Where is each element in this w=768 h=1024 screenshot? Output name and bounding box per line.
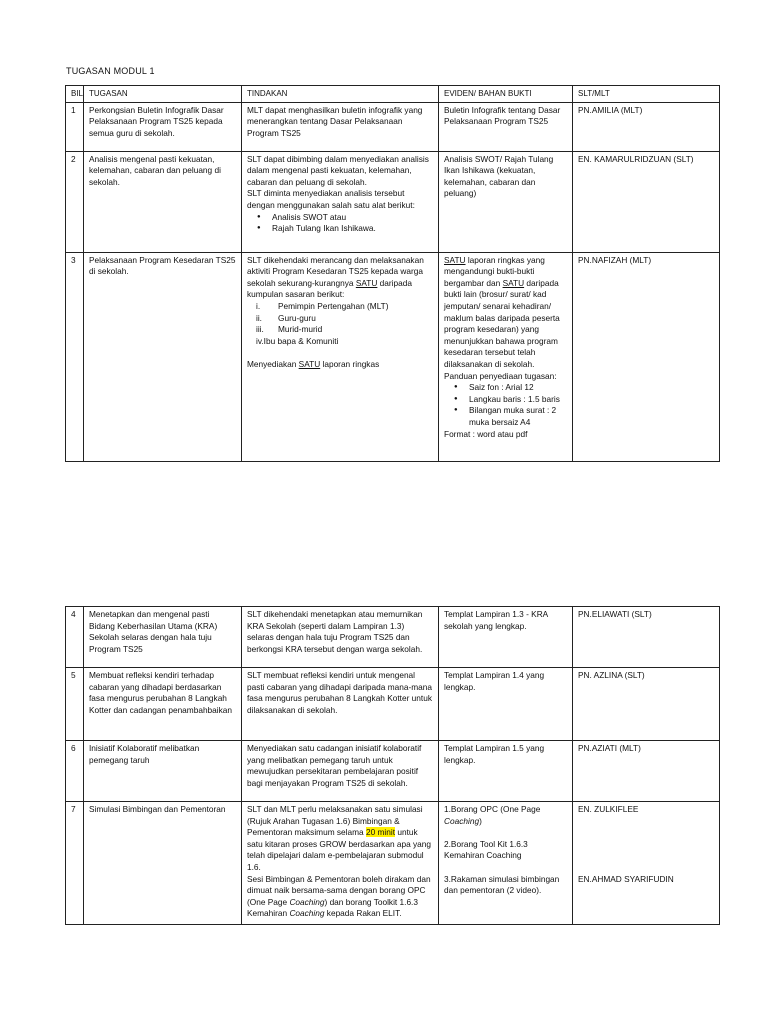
highlight-duration: 20 minit [365,827,396,838]
cell-eviden: Templat Lampiran 1.4 yang lengkap. [439,668,573,741]
tindakan-paragraph: SLT diminta menyediakan analisis tersebut dengan menggunakan salah satu alat berikut: [247,188,415,210]
cell-tugasan: Analisis mengenal pasti kekuatan, kelemahan, cabaran dan peluang di sekolah. [84,151,242,252]
text-span: SLT dan MLT perlu melaksanakan satu simulasi (Rujuk Arahan Tugasan 1.6) Bimbingan & Pementoran maksimum selama [247,804,423,838]
emphasis-satu: SATU [502,277,525,288]
list-item: ● Bilangan muka surat : 2 muka bersaiz A4 [444,405,567,428]
panduan-heading: Panduan penyediaan tugasan: [444,370,557,381]
text-span: daripada bukti lain (brosur/ surat/ kad jemputan/ senarai kehadiran/ maklum balas daripada peserta program kesedaran) yang menunjukkan bahawa program kesedaran tersebut telah dilaksanakan di sekolah. [444,277,560,369]
format-text: Format : word atau pdf [444,428,528,439]
tool-list [247,212,433,235]
table-row [66,668,720,741]
text-span: ) dan borang Toolkit 1.6.3 Kemahiran [247,896,418,919]
list-text: Guru-guru [278,312,316,323]
cell-pic: PN.ELIAWATI (SLT) [573,607,720,668]
text-span: laporan ringkas yang mengandungi bukti-bukti bergambar dan [444,254,545,288]
cell-tugasan: Inisiatif Kolaboratif melibatkan pemegang taruh [84,741,242,802]
tindakan-paragraph [247,874,433,920]
header-slt-mlt: SLT/MLT [573,86,720,103]
cell-tugasan: Menetapkan dan mengenal pasti Bidang Keberhasilan Utama (KRA) Sekolah selaras dengan hala tuju Program TS25 [84,607,242,668]
cell-tugasan: Simulasi Bimbingan dan Pementoran [84,802,242,925]
table-row [66,102,720,151]
target-group-list [247,301,433,336]
list-number: i. [256,300,261,311]
eviden-item [444,804,567,827]
cell-eviden: Buletin Infografik tentang Dasar Pelaksanaan Program TS25 [439,102,573,151]
panduan-list [444,382,567,428]
list-item [247,313,433,325]
cell-tindakan: Menyediakan satu cadangan inisiatif kolaboratif yang melibatkan pemegang taruh untuk mewujudkan persekitaran pembelajaran positif bagi menjayakan Program TS25 di sekolah. [242,741,439,802]
text-span: ) [479,815,482,826]
list-item: iv.Ibu bapa & Komuniti [256,335,339,346]
emphasis-satu: SATU [444,254,466,265]
cell-tugasan: Perkongsian Buletin Infografik Dasar Pelaksanaan Program TS25 kepada semua guru di sekolah. [84,102,242,151]
cell-bil: 6 [66,741,84,802]
list-item [247,324,433,336]
table-row [66,607,720,668]
cell-pic: PN.AMILIA (MLT) [573,102,720,151]
list-number: ii. [256,312,262,323]
tindakan-paragraph [247,804,433,874]
tindakan-paragraph [247,255,433,301]
document-title: TUGASAN MODUL 1 [66,66,155,76]
table-row [66,741,720,802]
cell-eviden [439,802,573,925]
list-item: ● Saiz fon : Arial 12 [444,382,567,394]
list-item [247,301,433,313]
header-row [66,86,720,103]
cell-pic: EN. KAMARULRIDZUAN (SLT) [573,151,720,252]
eviden-item: 3.Rakaman simulasi bimbingan dan pementoran (2 video). [444,873,560,896]
eviden-item: 2.Borang Tool Kit 1.6.3 Kemahiran Coaching [444,838,528,861]
emphasis-satu: SATU [355,277,378,288]
text-span: SLT dikehendaki merancang dan melaksanakan aktiviti Program Kesedaran TS25 kepada warga sekolah sekurang-kurangnya [247,254,424,288]
cell-bil: 3 [66,252,84,461]
list-text: Murid-murid [278,324,323,335]
cell-tindakan [242,802,439,925]
list-item: ● Analisis SWOT atau [247,212,433,224]
pic-name: EN.AHMAD SYARIFUDIN [578,873,674,884]
text-span: kepada Rakan ELIT. [324,908,402,919]
header-bil: BIL [66,86,84,103]
cell-tindakan: MLT dapat menghasilkan buletin infografik yang menerangkan tentang Dasar Pelaksanaan Program TS25 [242,102,439,151]
tindakan-paragraph: SLT dapat dibimbing dalam menyediakan analisis dalam mengenal pasti kekuatan, kelemahan, cabaran dan peluang di sekolah. [247,153,429,187]
cell-tindakan [242,151,439,252]
list-item: ● Rajah Tulang Ikan Ishikawa. [247,223,433,235]
cell-eviden: Templat Lampiran 1.3 - KRA sekolah yang lengkap. [439,607,573,668]
coaching-italic: Coaching [289,896,325,907]
cell-tindakan: SLT dikehendaki menetapkan atau memurnikan KRA Sekolah (seperti dalam Lampiran 1.3) selaras dengan hala tuju Program TS25 dan berkongsi KRA tersebut dengan warga sekolah. [242,607,439,668]
cell-tugasan: Pelaksanaan Program Kesedaran TS25 di sekolah. [84,252,242,461]
coaching-italic: Coaching [289,908,325,919]
table-row [66,802,720,925]
pic-name: EN. ZULKIFLEE [578,804,639,814]
text-span: daripada kumpulan sasaran berikut: [247,277,412,300]
emphasis-satu: SATU [298,358,321,369]
cell-tindakan [242,252,439,461]
cell-eviden [439,252,573,461]
coaching-italic: Coaching [444,815,480,826]
list-number: iii. [256,324,264,335]
eviden-paragraph [444,255,567,371]
cell-pic: PN.NAFIZAH (MLT) [573,252,720,461]
text-span: untuk satu kitaran proses GROW berdasarkan apa yang telah dipelajari dalam e-pembelajaran submodul 1.6. [247,827,432,872]
text-span: 1.Borang OPC (One Page [444,804,541,814]
cell-bil: 5 [66,668,84,741]
text-span: laporan ringkas [320,358,380,369]
text-span: Sesi Bimbingan & Pementoran boleh dirakam dan dimuat naik bersama-sama dengan borang OPC (One Page [247,873,431,907]
tindakan-paragraph [247,359,433,371]
header-tugasan: TUGASAN [84,86,242,103]
list-text: Pemimpin Pertengahan (MLT) [278,300,389,311]
task-table-part-2 [65,606,720,925]
list-item: ● Langkau baris : 1.5 baris [444,394,567,406]
cell-pic [573,802,720,925]
header-tindakan: TINDAKAN [242,86,439,103]
header-eviden: EVIDEN/ BAHAN BUKTI [439,86,573,103]
table-row [66,252,720,461]
cell-eviden: Analisis SWOT/ Rajah Tulang Ikan Ishikawa (kekuatan, kelemahan, cabaran dan peluang) [439,151,573,252]
cell-pic: PN. AZLINA (SLT) [573,668,720,741]
cell-eviden: Templat Lampiran 1.5 yang lengkap. [439,741,573,802]
cell-tugasan: Membuat refleksi kendiri terhadap cabaran yang dihadapi berdasarkan fasa mengurus perubahan 8 Langkah Kotter dan cadangan penambahbaikan [84,668,242,741]
cell-bil: 2 [66,151,84,252]
task-table-part-1 [65,85,720,462]
cell-bil: 4 [66,607,84,668]
cell-bil: 7 [66,802,84,925]
cell-tindakan: SLT membuat refleksi kendiri untuk mengenal pasti cabaran yang dihadapi daripada mana-mana fasa mengurus perubahan 8 Langkah Kotter untuk dilaksanakan di sekolah. [242,668,439,741]
table-row [66,151,720,252]
cell-pic: PN.AZIATI (MLT) [573,741,720,802]
cell-bil: 1 [66,102,84,151]
text-span: Menyediakan [247,358,299,369]
